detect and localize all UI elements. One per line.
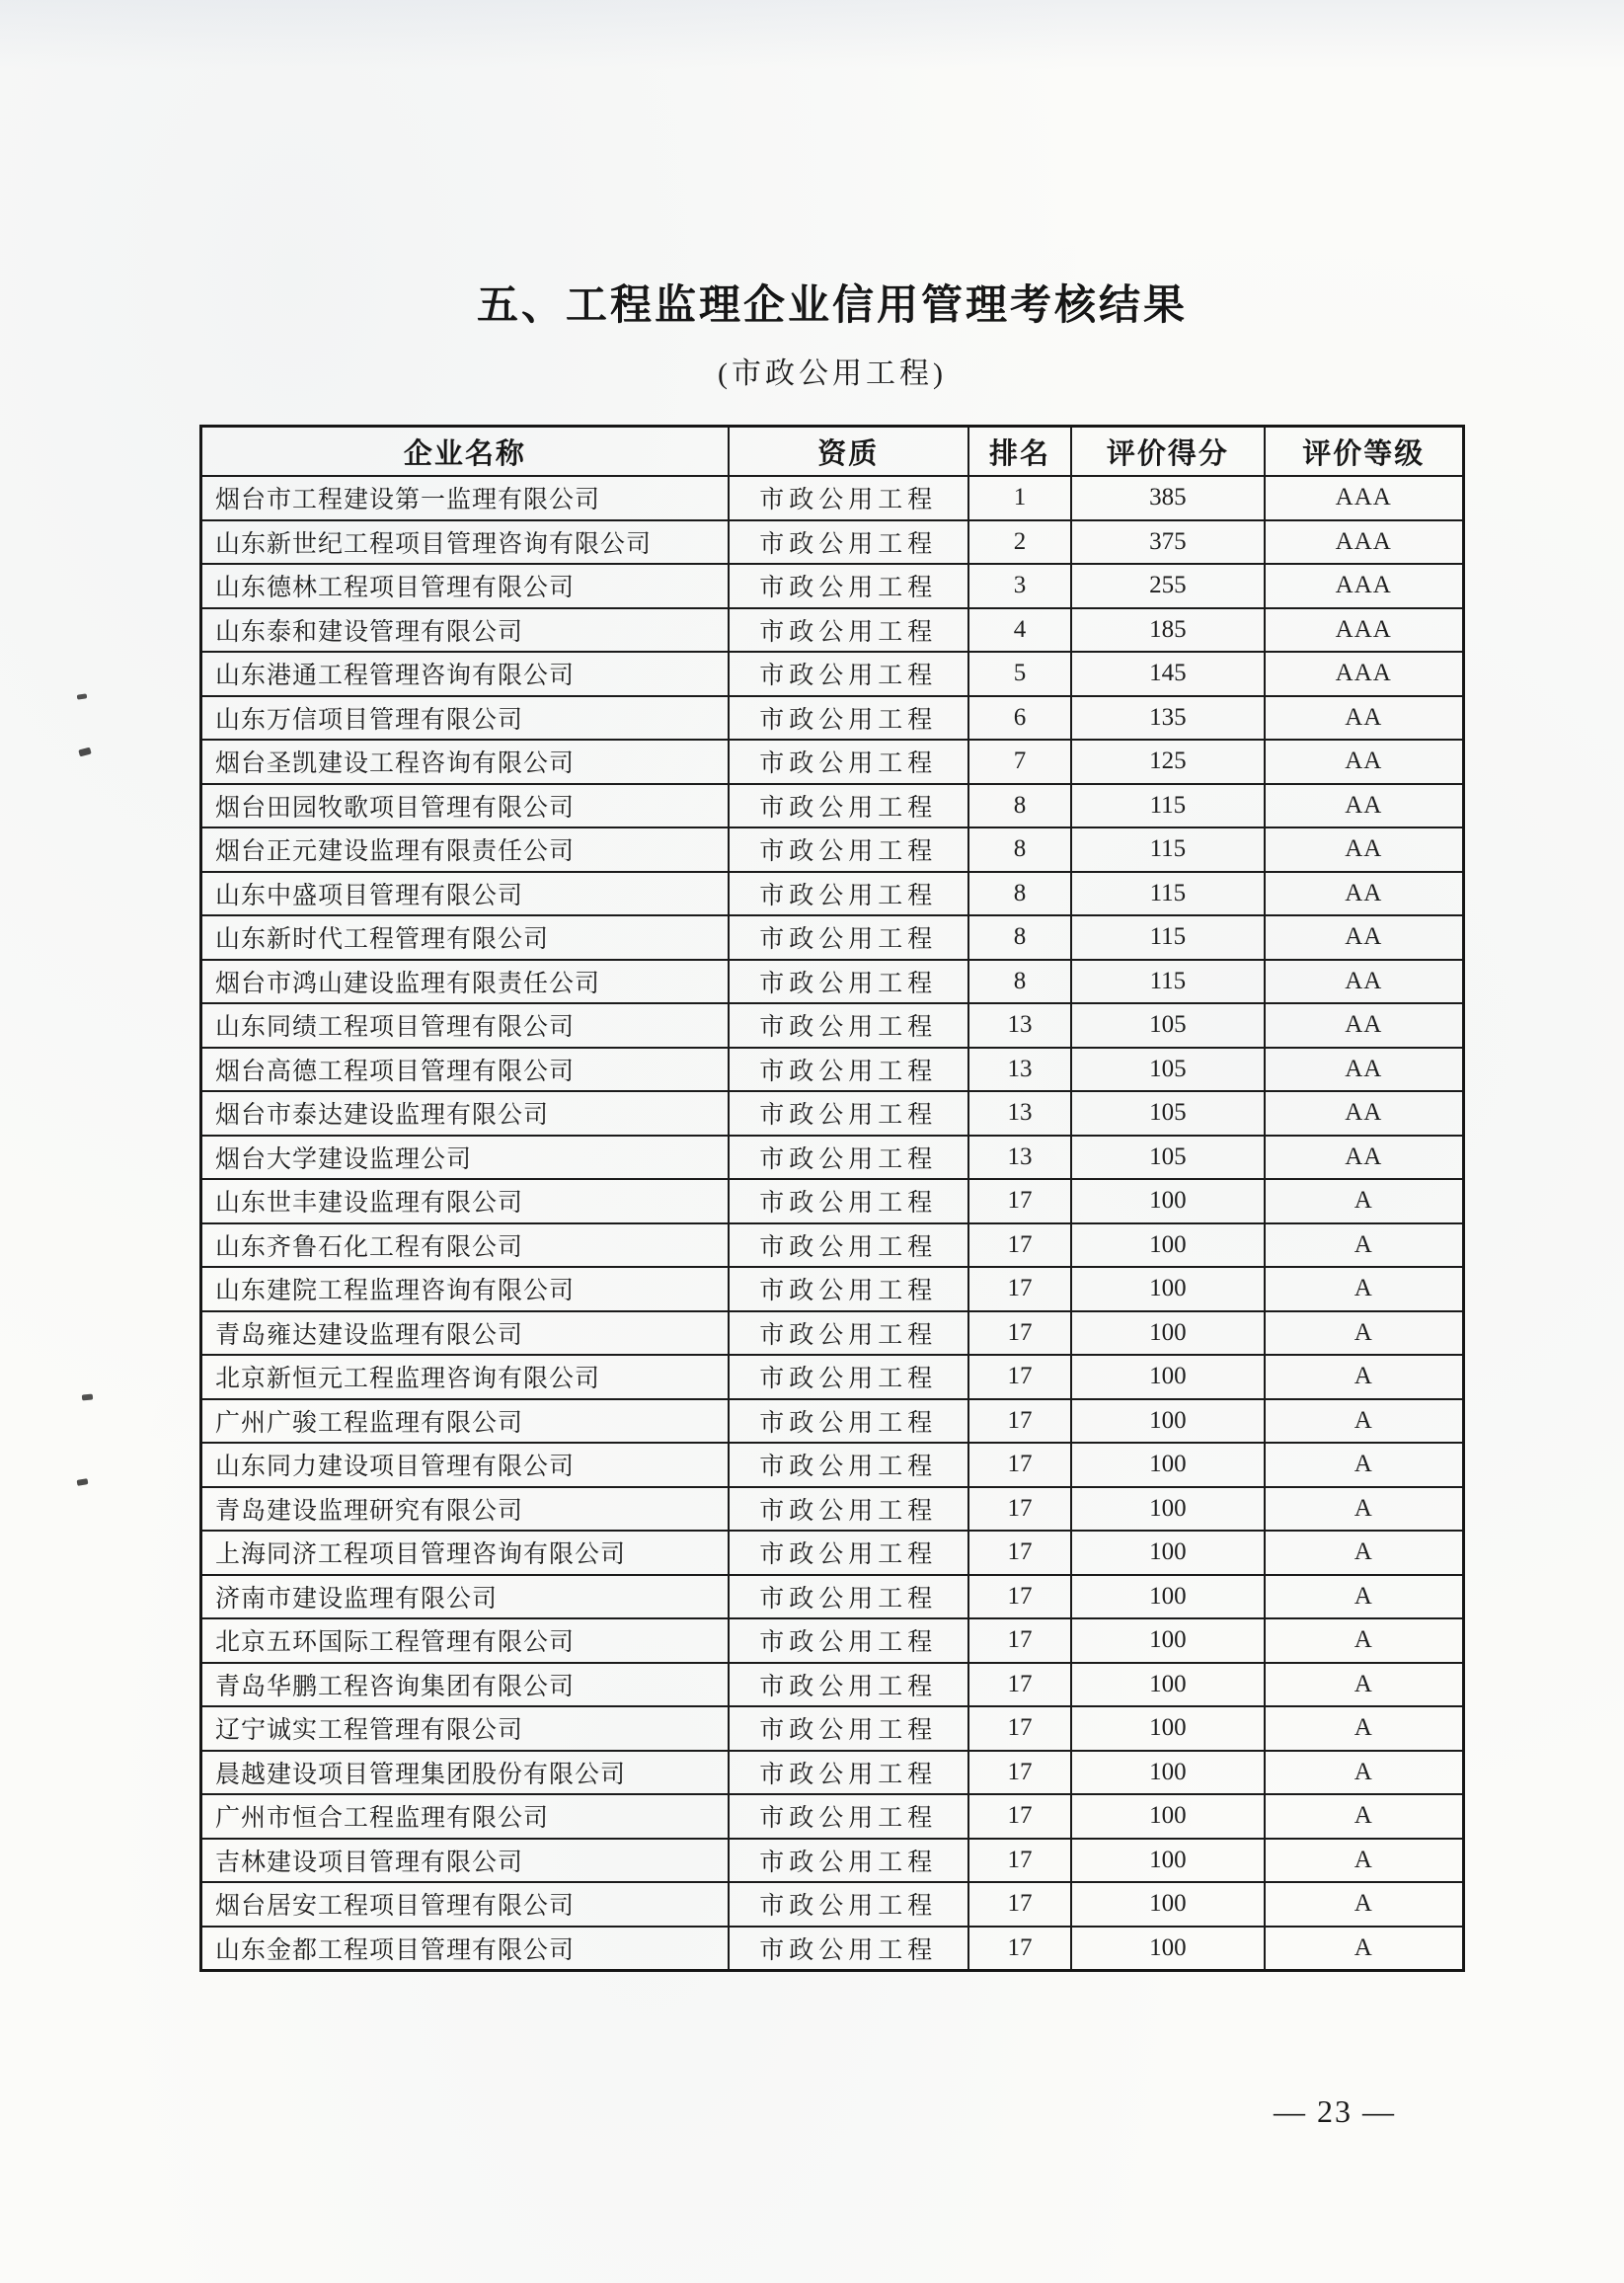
qualification-cell: 市政公用工程 — [729, 652, 968, 696]
company-name-cell: 青岛雍达建设监理有限公司 — [201, 1311, 729, 1356]
grade-cell: A — [1265, 1311, 1464, 1356]
scan-speck — [78, 748, 91, 757]
table-row — [201, 1443, 1464, 1487]
score-cell: 100 — [1071, 1663, 1264, 1707]
company-name-cell: 山东港通工程管理咨询有限公司 — [201, 652, 729, 696]
grade-cell: A — [1265, 1927, 1464, 1971]
grade-cell: A — [1265, 1575, 1464, 1619]
grade-cell: AA — [1265, 784, 1464, 828]
qualification-cell: 市政公用工程 — [729, 1355, 968, 1399]
table-row — [201, 1003, 1464, 1048]
qualification-cell: 市政公用工程 — [729, 476, 968, 520]
grade-cell: A — [1265, 1399, 1464, 1444]
column-header-4: 评价等级 — [1265, 427, 1464, 477]
score-cell: 135 — [1071, 696, 1264, 741]
qualification-cell: 市政公用工程 — [729, 1618, 968, 1663]
page-title: 五、工程监理企业信用管理考核结果 — [476, 281, 1188, 328]
rank-cell: 17 — [968, 1179, 1072, 1223]
rank-cell: 7 — [968, 740, 1072, 784]
qualification-cell: 市政公用工程 — [729, 564, 968, 608]
score-cell: 100 — [1071, 1443, 1264, 1487]
rank-cell: 13 — [968, 1048, 1072, 1092]
company-name-cell: 山东泰和建设管理有限公司 — [201, 608, 729, 653]
rank-cell: 17 — [968, 1751, 1072, 1795]
score-cell: 100 — [1071, 1531, 1264, 1575]
table-row — [201, 1706, 1464, 1751]
company-name-cell: 烟台高德工程项目管理有限公司 — [201, 1048, 729, 1092]
score-cell: 100 — [1071, 1618, 1264, 1663]
rank-cell: 13 — [968, 1091, 1072, 1136]
qualification-cell: 市政公用工程 — [729, 1531, 968, 1575]
company-name-cell: 北京新恒元工程监理咨询有限公司 — [201, 1355, 729, 1399]
score-cell: 100 — [1071, 1751, 1264, 1795]
table-row — [201, 696, 1464, 741]
table-row — [201, 1399, 1464, 1444]
rank-cell: 5 — [968, 652, 1072, 696]
rank-cell: 3 — [968, 564, 1072, 608]
score-cell: 100 — [1071, 1575, 1264, 1619]
qualification-cell: 市政公用工程 — [729, 1443, 968, 1487]
score-cell: 100 — [1071, 1267, 1264, 1311]
qualification-cell: 市政公用工程 — [729, 1179, 968, 1223]
qualification-cell: 市政公用工程 — [729, 1136, 968, 1180]
rank-cell: 17 — [968, 1531, 1072, 1575]
rank-cell: 4 — [968, 608, 1072, 653]
company-name-cell: 烟台市鸿山建设监理有限责任公司 — [201, 960, 729, 1004]
scan-speck — [77, 1478, 89, 1486]
qualification-cell: 市政公用工程 — [729, 1882, 968, 1927]
score-cell: 100 — [1071, 1839, 1264, 1883]
score-cell: 115 — [1071, 915, 1264, 960]
table-row — [201, 1487, 1464, 1532]
qualification-cell: 市政公用工程 — [729, 1663, 968, 1707]
company-name-cell: 山东新世纪工程项目管理咨询有限公司 — [201, 520, 729, 565]
score-cell: 100 — [1071, 1882, 1264, 1927]
table-row — [201, 1136, 1464, 1180]
grade-cell: AA — [1265, 827, 1464, 872]
grade-cell: AA — [1265, 1003, 1464, 1048]
score-cell: 100 — [1071, 1794, 1264, 1839]
score-cell: 100 — [1071, 1399, 1264, 1444]
rank-cell: 17 — [968, 1355, 1072, 1399]
column-header-1: 资质 — [729, 427, 968, 477]
qualification-cell: 市政公用工程 — [729, 520, 968, 565]
grade-cell: A — [1265, 1531, 1464, 1575]
grade-cell: A — [1265, 1663, 1464, 1707]
grade-cell: A — [1265, 1179, 1464, 1223]
credit-assessment-table — [199, 425, 1465, 1972]
qualification-cell: 市政公用工程 — [729, 1399, 968, 1444]
table-row — [201, 960, 1464, 1004]
grade-cell: A — [1265, 1706, 1464, 1751]
grade-cell: AA — [1265, 960, 1464, 1004]
qualification-cell: 市政公用工程 — [729, 1311, 968, 1356]
rank-cell: 8 — [968, 915, 1072, 960]
table-row — [201, 872, 1464, 916]
company-name-cell: 山东万信项目管理有限公司 — [201, 696, 729, 741]
table-row — [201, 1267, 1464, 1311]
table-row — [201, 827, 1464, 872]
company-name-cell: 晨越建设项目管理集团股份有限公司 — [201, 1751, 729, 1795]
company-name-cell: 烟台田园牧歌项目管理有限公司 — [201, 784, 729, 828]
rank-cell: 17 — [968, 1311, 1072, 1356]
rank-cell: 17 — [968, 1663, 1072, 1707]
table-row — [201, 1663, 1464, 1707]
company-name-cell: 烟台圣凯建设工程咨询有限公司 — [201, 740, 729, 784]
company-name-cell: 山东新时代工程管理有限公司 — [201, 915, 729, 960]
company-name-cell: 山东同绩工程项目管理有限公司 — [201, 1003, 729, 1048]
rank-cell: 17 — [968, 1927, 1072, 1971]
score-cell: 375 — [1071, 520, 1264, 565]
table-row — [201, 1355, 1464, 1399]
rank-cell: 17 — [968, 1487, 1072, 1532]
table-row — [201, 1751, 1464, 1795]
score-cell: 115 — [1071, 784, 1264, 828]
rank-cell: 8 — [968, 827, 1072, 872]
company-name-cell: 烟台大学建设监理公司 — [201, 1136, 729, 1180]
grade-cell: A — [1265, 1794, 1464, 1839]
table-row — [201, 915, 1464, 960]
company-name-cell: 山东德林工程项目管理有限公司 — [201, 564, 729, 608]
score-cell: 100 — [1071, 1311, 1264, 1356]
table-row — [201, 652, 1464, 696]
company-name-cell: 烟台居安工程项目管理有限公司 — [201, 1882, 729, 1927]
table-row — [201, 476, 1464, 520]
company-name-cell: 吉林建设项目管理有限公司 — [201, 1839, 729, 1883]
table-row — [201, 1091, 1464, 1136]
grade-cell: AAA — [1265, 652, 1464, 696]
qualification-cell: 市政公用工程 — [729, 1706, 968, 1751]
page-number: — 23 — — [1274, 2093, 1396, 2129]
grade-cell: A — [1265, 1839, 1464, 1883]
company-name-cell: 辽宁诚实工程管理有限公司 — [201, 1706, 729, 1751]
qualification-cell: 市政公用工程 — [729, 740, 968, 784]
rank-cell: 17 — [968, 1443, 1072, 1487]
grade-cell: AAA — [1265, 564, 1464, 608]
table-row — [201, 1882, 1464, 1927]
rank-cell: 17 — [968, 1399, 1072, 1444]
grade-cell: A — [1265, 1618, 1464, 1663]
qualification-cell: 市政公用工程 — [729, 696, 968, 741]
table-row — [201, 1927, 1464, 1971]
grade-cell: A — [1265, 1443, 1464, 1487]
rank-cell: 6 — [968, 696, 1072, 741]
qualification-cell: 市政公用工程 — [729, 1575, 968, 1619]
table-row — [201, 608, 1464, 653]
grade-cell: AA — [1265, 1048, 1464, 1092]
qualification-cell: 市政公用工程 — [729, 1794, 968, 1839]
rank-cell: 17 — [968, 1618, 1072, 1663]
table-row — [201, 1839, 1464, 1883]
grade-cell: A — [1265, 1487, 1464, 1532]
score-cell: 115 — [1071, 872, 1264, 916]
rank-cell: 17 — [968, 1794, 1072, 1839]
table-row — [201, 1531, 1464, 1575]
qualification-cell: 市政公用工程 — [729, 784, 968, 828]
score-cell: 100 — [1071, 1487, 1264, 1532]
score-cell: 185 — [1071, 608, 1264, 653]
table-row — [201, 1311, 1464, 1356]
score-cell: 105 — [1071, 1136, 1264, 1180]
table-row — [201, 1179, 1464, 1223]
score-cell: 100 — [1071, 1223, 1264, 1268]
table-row — [201, 784, 1464, 828]
qualification-cell: 市政公用工程 — [729, 1751, 968, 1795]
company-name-cell: 烟台市工程建设第一监理有限公司 — [201, 476, 729, 520]
qualification-cell: 市政公用工程 — [729, 1927, 968, 1971]
grade-cell: A — [1265, 1267, 1464, 1311]
column-header-2: 排名 — [968, 427, 1072, 477]
company-name-cell: 广州市恒合工程监理有限公司 — [201, 1794, 729, 1839]
grade-cell: AAA — [1265, 476, 1464, 520]
company-name-cell: 北京五环国际工程管理有限公司 — [201, 1618, 729, 1663]
grade-cell: AA — [1265, 1091, 1464, 1136]
rank-cell: 17 — [968, 1267, 1072, 1311]
table-header — [201, 427, 1464, 477]
qualification-cell: 市政公用工程 — [729, 915, 968, 960]
grade-cell: AAA — [1265, 608, 1464, 653]
rank-cell: 2 — [968, 520, 1072, 565]
qualification-cell: 市政公用工程 — [729, 1003, 968, 1048]
score-cell: 100 — [1071, 1706, 1264, 1751]
qualification-cell: 市政公用工程 — [729, 1048, 968, 1092]
company-name-cell: 烟台市泰达建设监理有限公司 — [201, 1091, 729, 1136]
qualification-cell: 市政公用工程 — [729, 827, 968, 872]
rank-cell: 13 — [968, 1136, 1072, 1180]
score-cell: 115 — [1071, 960, 1264, 1004]
score-cell: 100 — [1071, 1355, 1264, 1399]
qualification-cell: 市政公用工程 — [729, 1839, 968, 1883]
score-cell: 105 — [1071, 1091, 1264, 1136]
rank-cell: 1 — [968, 476, 1072, 520]
qualification-cell: 市政公用工程 — [729, 960, 968, 1004]
grade-cell: AAA — [1265, 520, 1464, 565]
score-cell: 385 — [1071, 476, 1264, 520]
score-cell: 100 — [1071, 1179, 1264, 1223]
company-name-cell: 山东齐鲁石化工程有限公司 — [201, 1223, 729, 1268]
page-subtitle: (市政公用工程) — [718, 357, 947, 390]
table-row — [201, 1794, 1464, 1839]
company-name-cell: 山东建院工程监理咨询有限公司 — [201, 1267, 729, 1311]
rank-cell: 17 — [968, 1882, 1072, 1927]
qualification-cell: 市政公用工程 — [729, 1091, 968, 1136]
rank-cell: 17 — [968, 1839, 1072, 1883]
rank-cell: 17 — [968, 1575, 1072, 1619]
score-cell: 105 — [1071, 1048, 1264, 1092]
scan-speck — [82, 1394, 93, 1401]
table-row — [201, 1618, 1464, 1663]
score-cell: 145 — [1071, 652, 1264, 696]
grade-cell: AA — [1265, 740, 1464, 784]
table-header-row — [201, 427, 1464, 477]
grade-cell: AA — [1265, 915, 1464, 960]
score-cell: 125 — [1071, 740, 1264, 784]
scan-speck — [77, 693, 88, 699]
score-cell: 115 — [1071, 827, 1264, 872]
company-name-cell: 青岛华鹏工程咨询集团有限公司 — [201, 1663, 729, 1707]
column-header-0: 企业名称 — [201, 427, 729, 477]
company-name-cell: 上海同济工程项目管理咨询有限公司 — [201, 1531, 729, 1575]
rank-cell: 17 — [968, 1223, 1072, 1268]
company-name-cell: 山东中盛项目管理有限公司 — [201, 872, 729, 916]
company-name-cell: 济南市建设监理有限公司 — [201, 1575, 729, 1619]
table-row — [201, 564, 1464, 608]
rank-cell: 13 — [968, 1003, 1072, 1048]
rank-cell: 8 — [968, 960, 1072, 1004]
grade-cell: AA — [1265, 872, 1464, 916]
rank-cell: 8 — [968, 872, 1072, 916]
company-name-cell: 山东金都工程项目管理有限公司 — [201, 1927, 729, 1971]
grade-cell: AA — [1265, 1136, 1464, 1180]
score-cell: 100 — [1071, 1927, 1264, 1971]
grade-cell: A — [1265, 1882, 1464, 1927]
table-row — [201, 1048, 1464, 1092]
qualification-cell: 市政公用工程 — [729, 1267, 968, 1311]
table-row — [201, 1575, 1464, 1619]
qualification-cell: 市政公用工程 — [729, 872, 968, 916]
company-name-cell: 烟台正元建设监理有限责任公司 — [201, 827, 729, 872]
qualification-cell: 市政公用工程 — [729, 1487, 968, 1532]
grade-cell: A — [1265, 1223, 1464, 1268]
table-row — [201, 520, 1464, 565]
company-name-cell: 青岛建设监理研究有限公司 — [201, 1487, 729, 1532]
table-row — [201, 740, 1464, 784]
company-name-cell: 山东世丰建设监理有限公司 — [201, 1179, 729, 1223]
grade-cell: AA — [1265, 696, 1464, 741]
column-header-3: 评价得分 — [1071, 427, 1264, 477]
score-cell: 105 — [1071, 1003, 1264, 1048]
grade-cell: A — [1265, 1355, 1464, 1399]
table-row — [201, 1223, 1464, 1268]
qualification-cell: 市政公用工程 — [729, 1223, 968, 1268]
score-cell: 255 — [1071, 564, 1264, 608]
company-name-cell: 山东同力建设项目管理有限公司 — [201, 1443, 729, 1487]
qualification-cell: 市政公用工程 — [729, 608, 968, 653]
grade-cell: A — [1265, 1751, 1464, 1795]
rank-cell: 8 — [968, 784, 1072, 828]
table-body — [201, 476, 1464, 1971]
rank-cell: 17 — [968, 1706, 1072, 1751]
company-name-cell: 广州广骏工程监理有限公司 — [201, 1399, 729, 1444]
